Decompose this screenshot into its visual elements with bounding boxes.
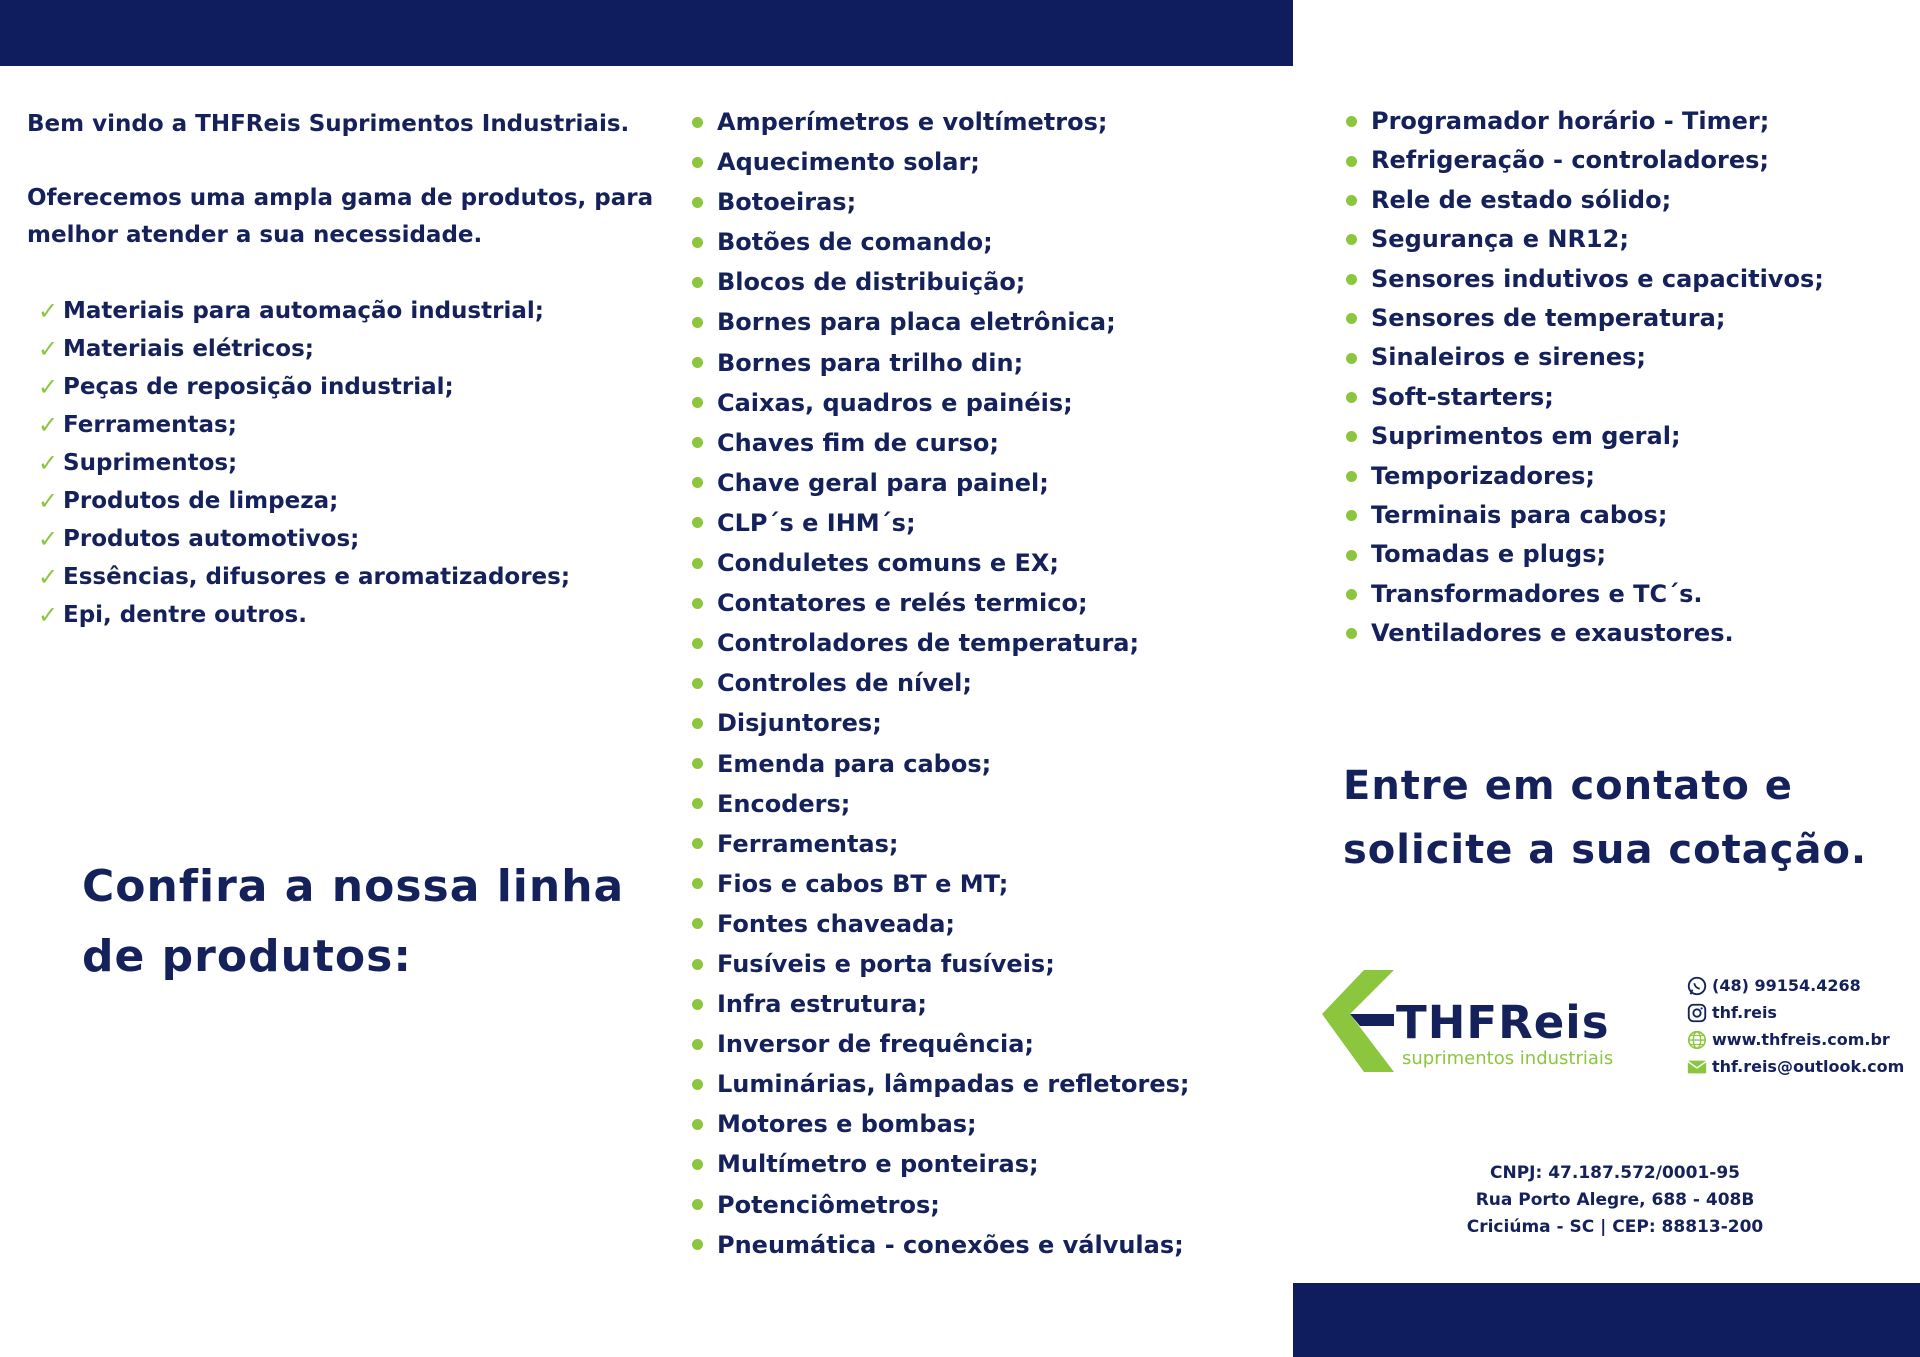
- list-item: Suprimentos em geral;: [1346, 417, 1824, 456]
- bullet-dot-icon: [692, 517, 703, 528]
- bullet-dot-icon: [1346, 589, 1357, 600]
- list-item: ✓ Produtos de limpeza;: [38, 482, 570, 520]
- bullet-dot-icon: [1346, 274, 1357, 285]
- list-item: Fusíveis e porta fusíveis;: [692, 944, 1190, 984]
- list-item: Bornes para trilho din;: [692, 343, 1190, 383]
- check-icon: ✓: [38, 601, 59, 629]
- bullet-dot-icon: [1346, 156, 1357, 167]
- list-item: ✓ Essências, difusores e aromatizadores;: [38, 558, 570, 596]
- contact-phone[interactable]: (48) 99154.4268: [1686, 972, 1904, 999]
- check-icon: ✓: [38, 487, 59, 515]
- list-item: Ferramentas;: [692, 824, 1190, 864]
- bottom-navy-band: [1293, 1283, 1920, 1357]
- bullet-dot-icon: [692, 838, 703, 849]
- list-item: ✓ Ferramentas;: [38, 406, 570, 444]
- list-item: Botoeiras;: [692, 182, 1190, 222]
- list-item: Fios e cabos BT e MT;: [692, 864, 1190, 904]
- list-item: Segurança e NR12;: [1346, 220, 1824, 259]
- bullet-dot-icon: [1346, 353, 1357, 364]
- bullet-dot-icon: [692, 237, 703, 248]
- logo-name: THFReis: [1396, 996, 1610, 1049]
- instagram-icon: [1686, 1002, 1708, 1024]
- list-item: Fontes chaveada;: [692, 904, 1190, 944]
- list-item: Aquecimento solar;: [692, 142, 1190, 182]
- list-item: ✓ Materiais para automação industrial;: [38, 292, 570, 330]
- list-item: Motores e bombas;: [692, 1104, 1190, 1144]
- bullet-dot-icon: [1346, 234, 1357, 245]
- list-item: Amperímetros e voltímetros;: [692, 102, 1190, 142]
- bullet-dot-icon: [692, 638, 703, 649]
- list-item: Emenda para cabos;: [692, 744, 1190, 784]
- list-item: Soft-starters;: [1346, 378, 1824, 417]
- whatsapp-icon: [1686, 975, 1708, 997]
- list-item: Inversor de frequência;: [692, 1024, 1190, 1064]
- bullet-dot-icon: [692, 397, 703, 408]
- list-item: Encoders;: [692, 784, 1190, 824]
- bullet-dot-icon: [692, 1159, 703, 1170]
- check-icon: ✓: [38, 335, 59, 363]
- list-item: Caixas, quadros e painéis;: [692, 383, 1190, 423]
- list-item: ✓ Peças de reposição industrial;: [38, 368, 570, 406]
- bullet-dot-icon: [692, 999, 703, 1010]
- list-item: ✓ Epi, dentre outros.: [38, 596, 570, 634]
- list-item: Conduletes comuns e EX;: [692, 543, 1190, 583]
- bullet-dot-icon: [1346, 392, 1357, 403]
- product-line-headline: Confira a nossa linha de produtos:: [82, 861, 625, 982]
- bullet-dot-icon: [692, 317, 703, 328]
- contact-instagram[interactable]: thf.reis: [1686, 999, 1904, 1026]
- check-icon: ✓: [38, 373, 59, 401]
- list-item: Ventiladores e exaustores.: [1346, 614, 1824, 653]
- list-item: Rele de estado sólido;: [1346, 181, 1824, 220]
- list-item: CLP´s e IHM´s;: [692, 503, 1190, 543]
- bullet-dot-icon: [692, 1119, 703, 1130]
- check-icon: ✓: [38, 563, 59, 591]
- company-logo: [1310, 962, 1640, 1082]
- check-icon: ✓: [38, 411, 59, 439]
- bullet-dot-icon: [1346, 195, 1357, 206]
- contact-email[interactable]: thf.reis@outlook.com: [1686, 1053, 1904, 1080]
- bullet-dot-icon: [692, 878, 703, 889]
- list-item: Controles de nível;: [692, 663, 1190, 703]
- list-item: Sinaleiros e sirenes;: [1346, 338, 1824, 377]
- bullet-dot-icon: [692, 918, 703, 929]
- contact-headline: Entre em contato e solicite a sua cotação.: [1343, 763, 1868, 873]
- list-item: Programador horário - Timer;: [1346, 102, 1824, 141]
- check-icon: ✓: [38, 525, 59, 553]
- check-icon: ✓: [38, 449, 59, 477]
- city-text: Criciúma - SC | CEP: 88813-200: [1466, 1217, 1764, 1237]
- bullet-dot-icon: [692, 758, 703, 769]
- bullet-dot-icon: [692, 678, 703, 689]
- globe-icon: [1686, 1029, 1708, 1051]
- bullet-dot-icon: [1346, 116, 1357, 127]
- list-item: Chaves fim de curso;: [692, 423, 1190, 463]
- logo-tagline: suprimentos industriais: [1402, 1048, 1614, 1069]
- list-item: Sensores de temperatura;: [1346, 299, 1824, 338]
- products-list-right: [1346, 102, 1824, 654]
- bullet-dot-icon: [692, 1199, 703, 1210]
- logo-mark-icon: [1310, 962, 1410, 1072]
- list-item: Multímetro e ponteiras;: [692, 1144, 1190, 1184]
- bullet-dot-icon: [692, 477, 703, 488]
- services-checklist: [38, 292, 570, 634]
- bullet-dot-icon: [692, 798, 703, 809]
- intro-text: Oferecemos uma ampla gama de produtos, para melhor atender a sua necessidade.: [27, 185, 654, 248]
- bullet-dot-icon: [692, 959, 703, 970]
- bullet-dot-icon: [692, 117, 703, 128]
- cnpj-text: CNPJ: 47.187.572/0001-95: [1490, 1163, 1740, 1183]
- bullet-dot-icon: [1346, 431, 1357, 442]
- list-item: Pneumática - conexões e válvulas;: [692, 1225, 1190, 1265]
- top-navy-band: [0, 0, 1293, 66]
- bullet-dot-icon: [692, 558, 703, 569]
- products-list-middle: [692, 102, 1190, 1265]
- contact-list: [1686, 972, 1904, 1080]
- list-item: Tomadas e plugs;: [1346, 535, 1824, 574]
- list-item: Temporizadores;: [1346, 457, 1824, 496]
- list-item: Infra estrutura;: [692, 984, 1190, 1024]
- contact-website[interactable]: www.thfreis.com.br: [1686, 1026, 1904, 1053]
- list-item: ✓ Suprimentos;: [38, 444, 570, 482]
- list-item: Potenciômetros;: [692, 1185, 1190, 1225]
- bullet-dot-icon: [1346, 510, 1357, 521]
- list-item: Botões de comando;: [692, 222, 1190, 262]
- bullet-dot-icon: [692, 197, 703, 208]
- bullet-dot-icon: [692, 277, 703, 288]
- bullet-dot-icon: [692, 357, 703, 368]
- check-icon: ✓: [38, 297, 59, 325]
- list-item: ✓ Produtos automotivos;: [38, 520, 570, 558]
- company-address: [1380, 1160, 1850, 1241]
- list-item: Luminárias, lâmpadas e refletores;: [692, 1064, 1190, 1104]
- list-item: Bornes para placa eletrônica;: [692, 302, 1190, 342]
- list-item: Sensores indutivos e capacitivos;: [1346, 260, 1824, 299]
- bullet-dot-icon: [692, 1079, 703, 1090]
- list-item: Chave geral para painel;: [692, 463, 1190, 503]
- bullet-dot-icon: [692, 157, 703, 168]
- list-item: Disjuntores;: [692, 703, 1190, 743]
- list-item: Refrigeração - controladores;: [1346, 141, 1824, 180]
- list-item: Terminais para cabos;: [1346, 496, 1824, 535]
- bullet-dot-icon: [692, 437, 703, 448]
- list-item: ✓ Materiais elétricos;: [38, 330, 570, 368]
- welcome-text: Bem vindo a THFReis Suprimentos Industriais.: [27, 111, 630, 137]
- bullet-dot-icon: [1346, 550, 1357, 561]
- street-text: Rua Porto Alegre, 688 - 408B: [1475, 1190, 1755, 1210]
- list-item: Controladores de temperatura;: [692, 623, 1190, 663]
- list-item: Transformadores e TC´s.: [1346, 575, 1824, 614]
- bullet-dot-icon: [1346, 471, 1357, 482]
- bullet-dot-icon: [1346, 313, 1357, 324]
- bullet-dot-icon: [692, 598, 703, 609]
- bullet-dot-icon: [692, 1039, 703, 1050]
- bullet-dot-icon: [692, 718, 703, 729]
- email-icon: [1686, 1056, 1708, 1078]
- list-item: Contatores e relés termico;: [692, 583, 1190, 623]
- list-item: Blocos de distribuição;: [692, 262, 1190, 302]
- bullet-dot-icon: [1346, 628, 1357, 639]
- bullet-dot-icon: [692, 1239, 703, 1250]
